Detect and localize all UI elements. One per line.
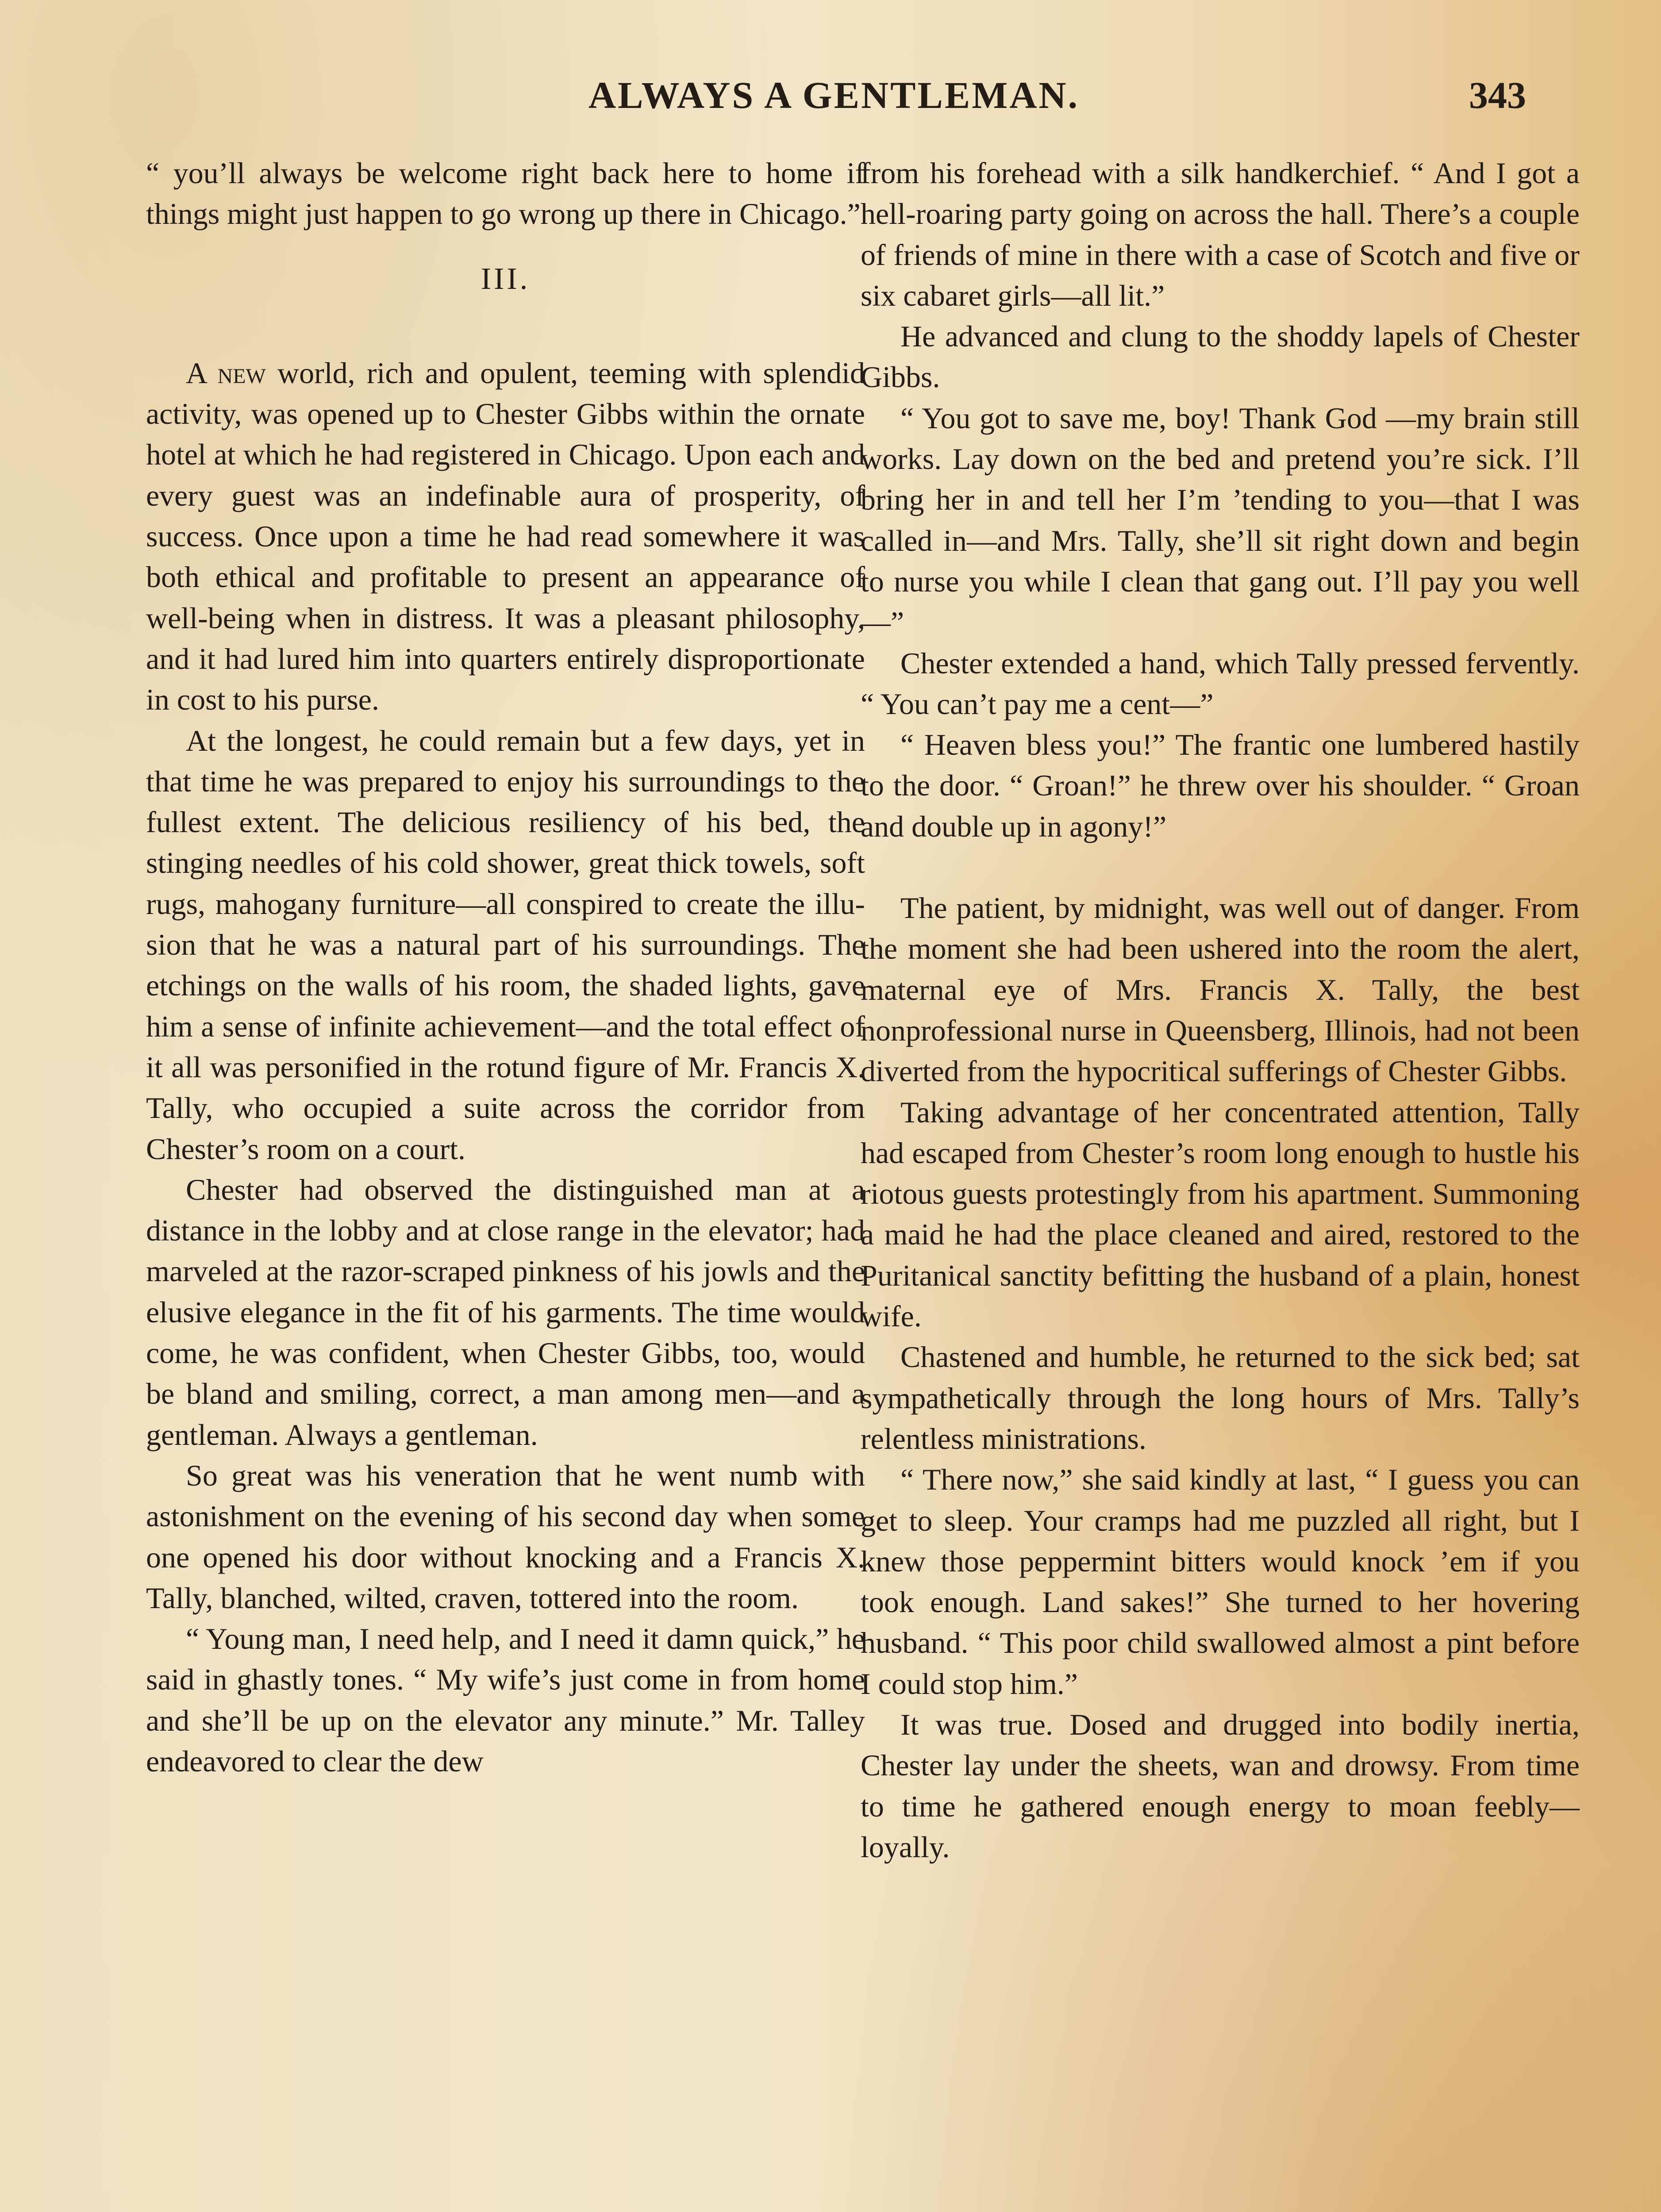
right-column [861,153,1580,1867]
paragraph: Chastened and humble, he returned to the sick bed; sat sympathetically through the long hours of Mrs. Tally’s relentless ministrations. [861,1340,1580,1455]
paragraph: It was true. Dosed and drugged into bodily inertia, Chester lay under the sheets, wan and drowsy. From time to time he gathered enough energy to moan feebly—loyally. [861,1707,1580,1864]
paragraph: from his forehead with a silk handkerchief. “ And I got a hell-roaring party going on across the hall. There’s a couple of friends of mine in there with a case of Scotch and five or six cabaret girls—all lit.” [861,156,1580,312]
paragraph: Chester extended a hand, which Tally pressed fervently. “ You can’t pay me a cent—” [861,646,1580,721]
paragraph [146,353,865,720]
paragraph: “ You got to save me, boy! Thank God —my brain still works. Lay down on the bed and pretend you’re sick. I’ll bring her in and tell her I’m ’tending to you—that I was called in—and Mrs. Tally, she’ll sit right down and begin to nurse you while I clean that gang out. I’ll pay you well—” [861,401,1580,639]
paragraph: “ Heaven bless you!” The frantic one lumbered hastily to the door. “ Groan!” he threw over his shoulder. “ Groan and double up in agony!” [861,728,1580,843]
paragraph: The patient, by midnight, was well out of danger. From the moment she had been ushered into the room the alert, maternal eye of Mrs. Francis X. Tally, the best nonprofessional nurse in Queensberg, Illinois, had not been diverted from the hypocritical sufferings of Chester Gibbs. [861,891,1580,1088]
paragraph: “ There now,” she said kindly at last, “ I guess you can get to sleep. Your cramps had me puzzled all right, but I knew those peppermint bitters would knock ’em if you took enough. Land sakes!” She turned to her hovering husband. “ This poor child swallowed almost a pint before I could stop him.” [861,1463,1580,1701]
paragraph: At the longest, he could remain but a few days, yet in that time he was prepared to enjoy his surroundings to the fullest extent. The delicious resiliency of his bed, the stinging needles of his cold shower, great thick towels, soft rugs, mahogany furniture—all conspired to create the illusion that he was a natural part of his surroundings. The etchings on the walls of his room, the shaded lights, gave him a sense of infinite achievement—and the total effect of it all was personified in the rotund figure of Mr. Francis X. Tally, who occupied a suite across the corridor from Chester’s room on a court. [146,723,865,1166]
left-column [146,153,865,1782]
paragraph: Taking advantage of her concentrated attention, Tally had escaped from Chester’s room long enough to hustle his riotous guests protestingly from his apartment. Summoning a maid he had the place cleaned and aired, restored to the Puritanical sanctity befitting the husband of a plain, honest wife. [861,1095,1580,1333]
paragraph: “ Young man, I need help, and I need it damn quick,” he said in ghastly tones. “ My wife’s just come in from home and she’ll be up on the elevator any minute.” Mr. Talley endeavored to clear the dew [146,1622,865,1778]
running-title: ALWAYS A GENTLEMAN. [588,74,1080,116]
paragraph: Chester had observed the distinguished man at a distance in the lobby and at close range in the elevator; had marveled at the razor-scraped pinkness of his jowls and the elusive elegance in the fit of his garments. The time would come, he was confident, when Chester Gibbs, too, would be bland and smiling, correct, a man among men—and a gentleman. Always a gentleman. [146,1172,865,1452]
page-number: 343 [1469,74,1526,116]
opening-paragraph: “ you’ll always be welcome right back here to home if things might just happen to go wrong up there in Chicago.” [146,156,865,231]
section-heading: III. [481,261,531,296]
paragraph-text: world, rich and opulent, teeming with splendid activity, was opened up to Chester Gibbs within the ornate hotel at which he had registered in Chicago. Upon each and every guest was an indefinable aura of prosperity, of success. Once upon a time he had read somewhere it was both ethical and profitable to present an appearance of well-being when in distress. It was a pleasant philosophy, and it had lured him into quarters entirely disproportionate in cost to his purse. [146,356,865,717]
paragraph: So great was his veneration that he went numb with astonishment on the evening of his second day when some one opened his door without knocking and a Francis X. Tally, blanched, wilted, craven, tottered into the room. [146,1458,865,1615]
paragraph: He advanced and clung to the shoddy lapels of Chester Gibbs. [861,319,1580,394]
paragraph-lead: A new [186,356,266,390]
